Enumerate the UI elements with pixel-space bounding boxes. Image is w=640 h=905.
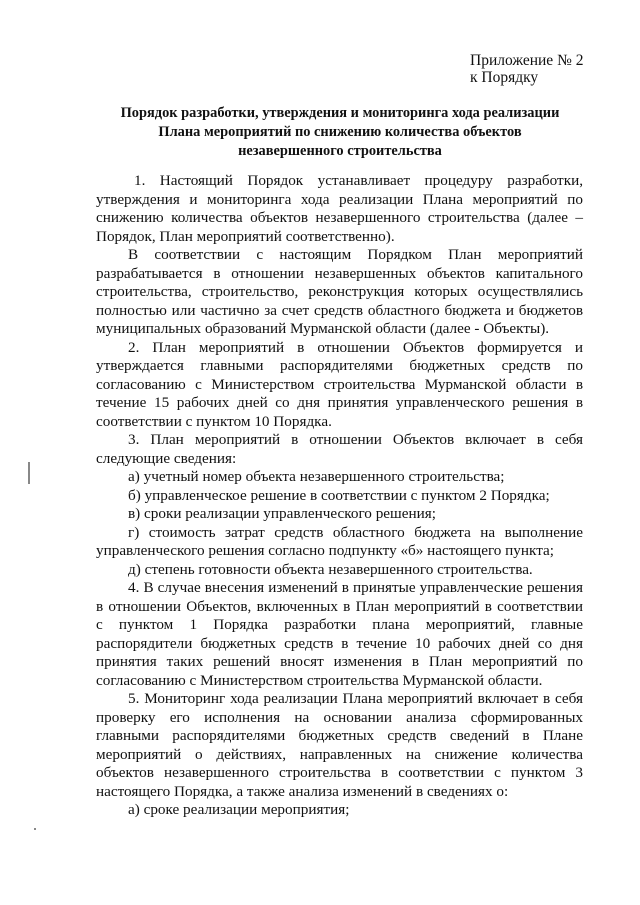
body-line: главными распорядителями бюджетных средств сведений в Плане — [96, 727, 583, 744]
body-line: 3. План мероприятий в отношении Объектов включает в себя — [128, 431, 583, 448]
body-line: г) стоимость затрат средств областного бюджета на выполнение — [128, 523, 583, 541]
body-line: соответствии с пунктом 10 Порядка. — [96, 412, 332, 430]
body-line: а) учетный номер объекта незавершенного строительства; — [128, 468, 505, 485]
body-line: утверждается главными распорядителями бюджетных средств по — [96, 357, 583, 374]
body-line: мероприятий о действиях, направленных на снижение количества — [96, 745, 583, 763]
body-line: а) сроке реализации мероприятия; — [128, 801, 350, 818]
body-line: 2. План мероприятий в отношении Объектов формируется и — [128, 338, 583, 356]
body-line: настоящего Порядка, а также анализа изменений в сведениях о: — [96, 782, 509, 800]
scan-margin-mark — [28, 462, 30, 484]
body-line: 1. Настоящий Порядок устанавливает процедуру разработки, — [134, 172, 583, 189]
body-line: распорядители бюджетных средств в течение 10 рабочих дней со дня — [96, 634, 583, 652]
appendix-line-2: к Порядку — [470, 69, 539, 86]
body-line: д) степень готовности объекта незавершенного строительства. — [128, 560, 533, 578]
body-line: строительства, строительство, реконструкция которых осуществлялись — [96, 283, 583, 300]
body-line: полностью или частично за счет средств областного бюджета и бюджетов — [96, 301, 583, 319]
body-line: с пунктом 1 Порядка разработки плана мероприятий, главные — [96, 616, 583, 633]
body-line: проверку его исполнения на основании анализа сформированных — [96, 708, 583, 726]
body-line: течение 15 рабочих дней со дня принятия управленческого решения в — [96, 394, 583, 411]
document-title — [90, 104, 590, 161]
body-line: управленческого решения согласно подпункту «б» настоящего пункта; — [96, 542, 554, 559]
body-line: разрабатывается в отношении незавершенных объектов капитального — [96, 264, 583, 282]
body-line: б) управленческое решение в соответствии с пунктом 2 Порядка; — [128, 486, 550, 504]
title-line-3: незавершенного строительства — [238, 143, 442, 159]
body-line: принятия таких решений вносят изменения в План мероприятий по — [96, 653, 583, 670]
body-line: муниципальных образований Мурманской области (далее - Объекты). — [96, 320, 550, 337]
body-line: в) сроки реализации управленческого решения; — [128, 505, 436, 522]
document-body — [96, 172, 583, 820]
body-line: снижению количества объектов незавершенного строительства (далее – — [96, 209, 583, 226]
body-line: утверждения и мониторинга хода реализации Плана мероприятий по — [96, 190, 583, 208]
body-line: 5. Мониторинг хода реализации Плана мероприятий включает в себя — [128, 690, 583, 707]
body-line: следующие сведения: — [96, 449, 237, 467]
body-line: в отношении Объектов, включенных в План мероприятий в соответствии — [96, 597, 583, 615]
title-line-2: Плана мероприятий по снижению количества объектов — [158, 124, 522, 140]
appendix-line-1: Приложение № 2 — [470, 52, 584, 69]
scan-margin-dot — [34, 828, 36, 830]
body-line: согласованию с Министерством строительства Мурманской области. — [96, 671, 543, 689]
body-line: согласованию с Министерством строительства Мурманской области в — [96, 375, 583, 393]
body-line: объектов незавершенного строительства в соответствии с пунктом 3 — [96, 764, 583, 781]
title-line-1: Порядок разработки, утверждения и мониторинга хода реализации — [120, 105, 560, 121]
body-line: 4. В случае внесения изменений в принятые управленческие решения — [128, 579, 583, 596]
appendix-note — [470, 52, 583, 86]
body-line: В соответствии с настоящим Порядком План мероприятий — [128, 246, 583, 263]
body-line: Порядок, План мероприятий соответственно). — [96, 227, 395, 245]
